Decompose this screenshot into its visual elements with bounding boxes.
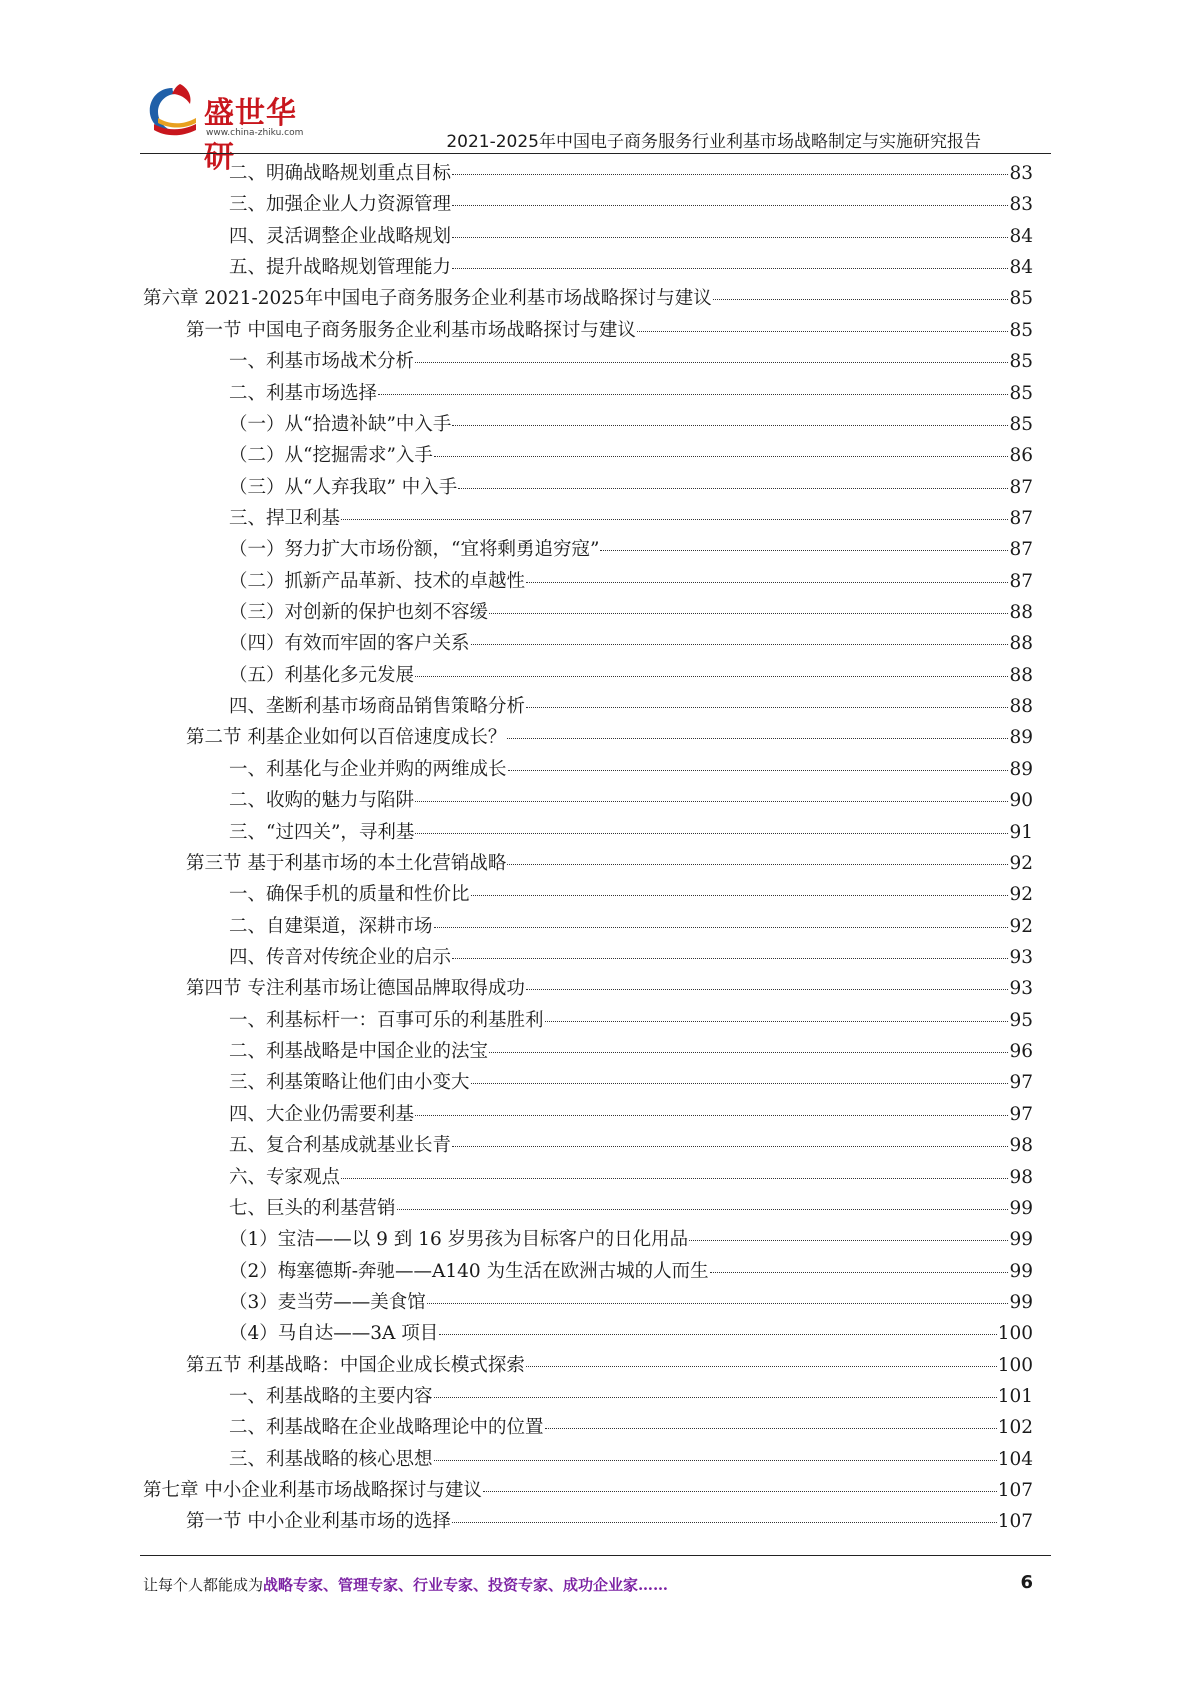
toc-dot-leader — [489, 1052, 1008, 1053]
toc-entry-label: （2）梅塞德斯-奔驰——A140 为生活在欧洲古城的人而生 — [229, 1260, 709, 1282]
toc-entry[interactable] — [143, 221, 1033, 252]
toc-entry[interactable] — [143, 283, 1033, 314]
toc-entry[interactable] — [143, 911, 1033, 942]
toc-entry-page: 84 — [1009, 257, 1033, 279]
toc-dot-leader — [434, 1397, 997, 1398]
toc-entry-page: 100 — [997, 1323, 1033, 1345]
toc-dot-leader — [689, 1240, 1008, 1241]
toc-entry-page: 98 — [1009, 1166, 1033, 1188]
toc-entry-label: 三、利基策略让他们由小变大 — [229, 1072, 470, 1094]
toc-dot-leader — [452, 205, 1008, 206]
toc-entry-page: 87 — [1009, 539, 1033, 561]
toc-entry[interactable] — [143, 1036, 1033, 1067]
toc-entry-page: 87 — [1009, 507, 1033, 529]
toc-dot-leader — [415, 676, 1008, 677]
toc-entry[interactable] — [143, 346, 1033, 377]
toc-entry-page: 107 — [997, 1511, 1033, 1533]
toc-entry[interactable] — [143, 315, 1033, 346]
toc-entry-label: 七、巨头的利基营销 — [229, 1197, 396, 1219]
toc-entry[interactable] — [143, 1381, 1033, 1412]
toc-entry-page: 102 — [997, 1417, 1033, 1439]
table-of-contents — [143, 158, 1033, 1538]
toc-entry[interactable] — [143, 189, 1033, 220]
toc-dot-leader — [600, 550, 1008, 551]
toc-entry[interactable] — [143, 628, 1033, 659]
toc-entry-page: 90 — [1009, 790, 1033, 812]
toc-entry-label: 二、利基市场选择 — [229, 382, 378, 404]
toc-entry[interactable] — [143, 660, 1033, 691]
toc-entry-page: 96 — [1009, 1041, 1033, 1063]
toc-entry-page: 85 — [1009, 382, 1033, 404]
toc-entry[interactable] — [143, 378, 1033, 409]
toc-entry-label: 五、提升战略规划管理能力 — [229, 257, 452, 279]
toc-entry-page: 107 — [997, 1480, 1033, 1502]
toc-entry[interactable] — [143, 158, 1033, 189]
toc-entry-page: 93 — [1009, 946, 1033, 968]
toc-entry-label: （3）麦当劳——美食馆 — [229, 1291, 426, 1313]
toc-dot-leader — [439, 1334, 996, 1335]
toc-entry-label: 二、明确战略规划重点目标 — [229, 163, 452, 184]
toc-entry-label: （1）宝洁——以 9 到 16 岁男孩为目标客户的日化用品 — [229, 1229, 689, 1251]
toc-entry[interactable] — [143, 722, 1033, 753]
toc-dot-leader — [526, 707, 1008, 708]
toc-entry[interactable] — [143, 1256, 1033, 1287]
toc-entry-page: 85 — [1009, 288, 1033, 310]
toc-entry[interactable] — [143, 1224, 1033, 1255]
toc-entry-page: 88 — [1009, 602, 1033, 624]
company-logo — [140, 80, 320, 175]
footer-slogan-emphasis: 战略专家、管理专家、行业专家、投资专家、成功企业家…… — [263, 1576, 669, 1594]
toc-entry[interactable] — [143, 1287, 1033, 1318]
toc-entry-page: 83 — [1009, 194, 1033, 216]
toc-dot-leader — [713, 299, 1009, 300]
toc-entry-page: 83 — [1009, 163, 1033, 184]
toc-entry-label: 二、自建渠道，深耕市场 — [229, 915, 433, 937]
logo-mark-icon — [140, 80, 204, 140]
toc-entry[interactable] — [143, 1162, 1033, 1193]
header-divider — [140, 153, 1051, 154]
toc-entry[interactable] — [143, 785, 1033, 816]
toc-dot-leader — [452, 1522, 997, 1523]
toc-entry[interactable] — [143, 848, 1033, 879]
toc-entry[interactable] — [143, 879, 1033, 910]
toc-entry[interactable] — [143, 1318, 1033, 1349]
toc-entry-page: 99 — [1009, 1197, 1033, 1219]
toc-entry[interactable] — [143, 597, 1033, 628]
toc-dot-leader — [397, 1209, 1009, 1210]
toc-dot-leader — [508, 770, 1009, 771]
toc-entry-page: 85 — [1009, 319, 1033, 341]
toc-entry-page: 85 — [1009, 351, 1033, 373]
toc-entry-label: （二）抓新产品革新、技术的卓越性 — [229, 570, 526, 592]
toc-entry-page: 97 — [1009, 1072, 1033, 1094]
toc-entry[interactable] — [143, 754, 1033, 785]
toc-dot-leader — [452, 958, 1008, 959]
toc-entry-page: 97 — [1009, 1103, 1033, 1125]
toc-entry-label: 四、大企业仍需要利基 — [229, 1103, 415, 1125]
toc-entry-label: 三、加强企业人力资源管理 — [229, 194, 452, 216]
toc-entry[interactable] — [143, 534, 1033, 565]
toc-entry[interactable] — [143, 942, 1033, 973]
toc-entry-page: 92 — [1009, 852, 1033, 874]
toc-entry-page: 84 — [1009, 225, 1033, 247]
toc-entry-label: 四、传音对传统企业的启示 — [229, 946, 452, 968]
toc-dot-leader — [434, 456, 1009, 457]
toc-entry-page: 86 — [1009, 445, 1033, 467]
toc-entry-label: 一、确保手机的质量和性价比 — [229, 884, 470, 906]
toc-entry-label: 三、利基战略的核心思想 — [229, 1448, 433, 1470]
toc-dot-leader — [415, 1115, 1008, 1116]
toc-entry-page: 91 — [1009, 821, 1033, 843]
toc-dot-leader — [471, 895, 1009, 896]
toc-entry-page: 87 — [1009, 570, 1033, 592]
toc-entry[interactable] — [143, 973, 1033, 1004]
toc-entry[interactable] — [143, 1130, 1033, 1161]
toc-entry[interactable] — [143, 1412, 1033, 1443]
toc-dot-leader — [471, 644, 1009, 645]
toc-dot-leader — [341, 1178, 1008, 1179]
toc-dot-leader — [452, 174, 1008, 175]
toc-entry-label: 三、“过四关”，寻利基 — [229, 821, 415, 843]
toc-entry-label: 二、收购的魅力与陷阱 — [229, 790, 415, 812]
document-title: 2021-2025年中国电子商务服务行业利基市场战略制定与实施研究报告 — [446, 132, 981, 152]
toc-entry[interactable] — [143, 409, 1033, 440]
toc-dot-leader — [452, 237, 1008, 238]
toc-entry-label: 四、垄断利基市场商品销售策略分析 — [229, 696, 526, 718]
toc-dot-leader — [452, 425, 1008, 426]
toc-dot-leader — [507, 738, 1008, 739]
toc-entry-label: 三、捍卫利基 — [229, 507, 341, 529]
toc-dot-leader — [434, 927, 1009, 928]
toc-dot-leader — [507, 864, 1008, 865]
toc-entry-label: 六、专家观点 — [229, 1166, 341, 1188]
toc-entry-label: 一、利基市场战术分析 — [229, 351, 415, 373]
page-footer — [143, 1574, 1033, 1595]
toc-entry-label: 一、利基战略的主要内容 — [229, 1386, 433, 1408]
footer-divider — [140, 1555, 1051, 1556]
toc-entry-page: 88 — [1009, 633, 1033, 655]
toc-entry[interactable] — [143, 1099, 1033, 1130]
toc-dot-leader — [637, 331, 1009, 332]
toc-entry[interactable] — [143, 503, 1033, 534]
toc-dot-leader — [415, 801, 1008, 802]
toc-entry-label: 第六章 2021-2025年中国电子商务服务企业利基市场战略探讨与建议 — [143, 288, 712, 310]
toc-dot-leader — [458, 488, 1008, 489]
toc-entry-label: （三）从“人弃我取” 中入手 — [229, 476, 458, 498]
toc-entry-label: 一、利基化与企业并购的两维成长 — [229, 758, 507, 780]
toc-entry[interactable] — [143, 817, 1033, 848]
toc-entry-label: 第七章 中小企业利基市场战略探讨与建议 — [143, 1480, 482, 1502]
logo-text: 盛世华研 — [204, 96, 297, 175]
toc-entry-label: 第五节 利基战略：中国企业成长模式探索 — [186, 1354, 525, 1376]
toc-entry[interactable] — [143, 691, 1033, 722]
toc-entry-label: 四、灵活调整企业战略规划 — [229, 225, 452, 247]
page-number: 6 — [1020, 1572, 1033, 1593]
toc-entry-page: 89 — [1009, 758, 1033, 780]
toc-entry-page: 93 — [1009, 978, 1033, 1000]
toc-entry-label: 第四节 专注利基市场让德国品牌取得成功 — [186, 978, 525, 1000]
toc-entry-label: （五）利基化多元发展 — [229, 664, 415, 686]
footer-slogan-prefix: 让每个人都能成为 — [143, 1576, 264, 1594]
toc-entry-page: 101 — [997, 1386, 1033, 1408]
toc-entry[interactable] — [143, 566, 1033, 597]
toc-entry[interactable] — [143, 472, 1033, 503]
toc-entry-page: 85 — [1009, 413, 1033, 435]
toc-entry-label: （4）马自达——3A 项目 — [229, 1323, 439, 1345]
toc-entry-page: 87 — [1009, 476, 1033, 498]
toc-entry[interactable] — [143, 252, 1033, 283]
toc-dot-leader — [545, 1428, 997, 1429]
toc-entry-label: 二、利基战略在企业战略理论中的位置 — [229, 1417, 544, 1439]
toc-dot-leader — [452, 268, 1008, 269]
logo-url: www.china-zhiku.com — [206, 128, 304, 138]
toc-entry-page: 99 — [1009, 1260, 1033, 1282]
toc-entry[interactable] — [143, 1005, 1033, 1036]
toc-entry[interactable] — [143, 1444, 1033, 1475]
toc-entry-page: 99 — [1009, 1229, 1033, 1251]
toc-dot-leader — [545, 1021, 1009, 1022]
toc-entry-label: 第二节 利基企业如何以百倍速度成长？ — [186, 727, 507, 749]
toc-entry-page: 100 — [997, 1354, 1033, 1376]
toc-entry-label: （四）有效而牢固的客户关系 — [229, 633, 470, 655]
toc-entry-label: 二、利基战略是中国企业的法宝 — [229, 1041, 489, 1063]
toc-entry-label: （一）努力扩大市场份额，“宜将剩勇追穷寇” — [229, 539, 600, 561]
toc-dot-leader — [483, 1491, 997, 1492]
toc-entry-page: 104 — [997, 1448, 1033, 1470]
toc-entry-label: 第三节 基于利基市场的本土化营销战略 — [186, 852, 507, 874]
toc-dot-leader — [452, 1146, 1008, 1147]
toc-entry-page: 95 — [1009, 1009, 1033, 1031]
toc-dot-leader — [710, 1272, 1009, 1273]
toc-entry[interactable] — [143, 1067, 1033, 1098]
toc-entry-label: 一、利基标杆一：百事可乐的利基胜利 — [229, 1009, 544, 1031]
toc-entry-label: （二）从“挖掘需求”入手 — [229, 445, 433, 467]
toc-entry[interactable] — [143, 1506, 1033, 1537]
toc-entry-page: 98 — [1009, 1135, 1033, 1157]
toc-entry[interactable] — [143, 440, 1033, 471]
toc-dot-leader — [434, 1460, 997, 1461]
toc-entry-label: 五、复合利基成就基业长青 — [229, 1135, 452, 1157]
toc-entry-page: 92 — [1009, 884, 1033, 906]
toc-dot-leader — [341, 519, 1008, 520]
toc-entry-label: （一）从“拾遗补缺”中入手 — [229, 413, 452, 435]
toc-entry-page: 89 — [1009, 727, 1033, 749]
toc-dot-leader — [415, 362, 1008, 363]
toc-entry-page: 88 — [1009, 696, 1033, 718]
toc-entry-label: 第一节 中国电子商务服务企业利基市场战略探讨与建议 — [186, 319, 636, 341]
toc-entry[interactable] — [143, 1475, 1033, 1506]
toc-entry[interactable] — [143, 1350, 1033, 1381]
toc-entry-label: （三）对创新的保护也刻不容缓 — [229, 602, 489, 624]
toc-dot-leader — [489, 613, 1008, 614]
toc-entry-page: 99 — [1009, 1291, 1033, 1313]
toc-entry-label: 第一节 中小企业利基市场的选择 — [186, 1511, 451, 1533]
toc-dot-leader — [471, 1083, 1009, 1084]
toc-dot-leader — [526, 1366, 997, 1367]
toc-dot-leader — [427, 1303, 1009, 1304]
toc-dot-leader — [526, 989, 1009, 990]
toc-entry-page: 92 — [1009, 915, 1033, 937]
toc-dot-leader — [378, 394, 1008, 395]
toc-dot-leader — [415, 833, 1008, 834]
toc-entry-page: 88 — [1009, 664, 1033, 686]
toc-dot-leader — [526, 582, 1008, 583]
toc-entry[interactable] — [143, 1193, 1033, 1224]
